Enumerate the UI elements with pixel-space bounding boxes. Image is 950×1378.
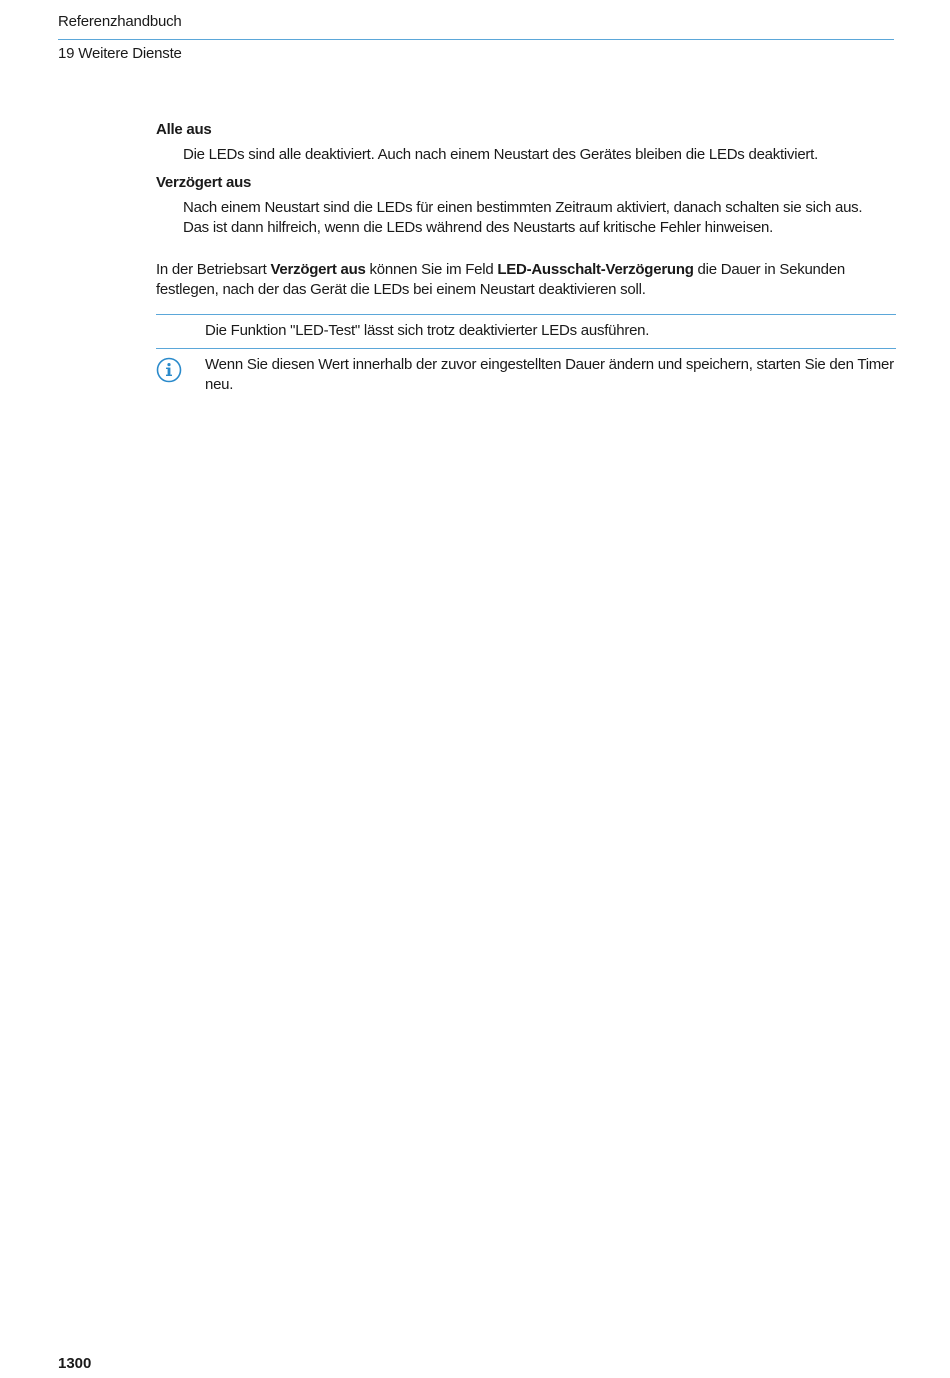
paragraph-bold-mode: Verzögert aus: [270, 261, 366, 278]
note-icon-cell: [156, 321, 205, 341]
definition-line: Nach einem Neustart sind die LEDs für einen bestimmten Zeitraum aktiviert, danach schalten sie sich aus.: [183, 199, 863, 216]
paragraph-bold-field: LED-Ausschalt-Verzögerung: [497, 261, 694, 278]
paragraph-text: In der Betriebsart: [156, 261, 271, 278]
note-row: [156, 348, 896, 402]
definition-body-alle-aus: [183, 145, 896, 165]
paragraph-text: die Dauer in Sekunden festlegen, nach der das Gerät die LEDs bei einem Neustart deaktivieren soll.: [156, 261, 845, 298]
definition-line: Das ist dann hilfreich, wenn die LEDs während des Neustarts auf kritische Fehler hinweisen.: [183, 219, 774, 236]
body-paragraph: [156, 260, 896, 300]
main-content: [156, 120, 896, 402]
definition-body-verzoegert-aus: [183, 198, 896, 238]
paragraph-text: können Sie im Feld: [365, 261, 498, 278]
definition-line: Die LEDs sind alle deaktiviert. Auch nach einem Neustart des Gerätes bleiben die LEDs deaktiviert.: [183, 146, 819, 163]
definition-term-alle-aus: Alle aus: [156, 121, 212, 138]
page-number: 1300: [58, 1355, 92, 1372]
header-chapter: 19 Weitere Dienste: [58, 45, 182, 62]
notes-box: [156, 314, 896, 402]
note-text: Die Funktion "LED-Test" lässt sich trotz deaktivierter LEDs ausführen.: [205, 322, 650, 339]
info-icon: [156, 357, 182, 383]
note-icon-cell: [156, 355, 205, 375]
note-text: Wenn Sie diesen Wert innerhalb der zuvor eingestellten Dauer ändern und speichern, starten Sie den Timer neu.: [205, 356, 894, 393]
header-title: Referenzhandbuch: [58, 13, 182, 30]
definition-term-verzoegert-aus: Verzögert aus: [156, 174, 252, 191]
note-row: [156, 315, 896, 348]
header-divider: [58, 39, 894, 40]
